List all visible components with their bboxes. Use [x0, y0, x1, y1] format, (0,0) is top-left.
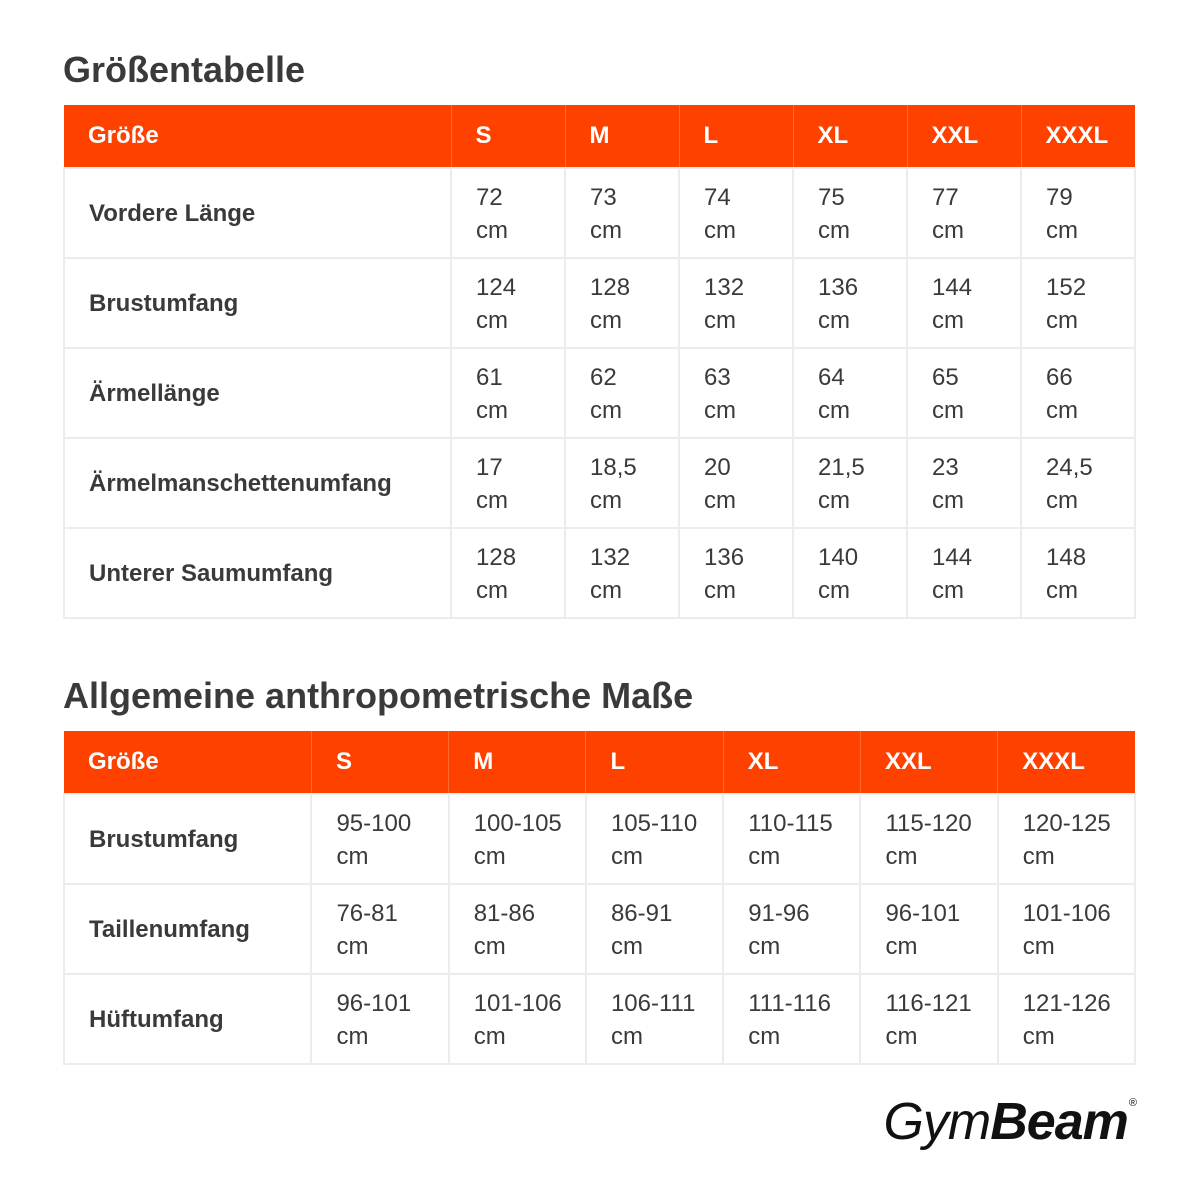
cell-unit: cm [336, 933, 369, 960]
cell-value: 100-105 [473, 810, 562, 837]
value-cell [311, 884, 448, 974]
cell-unit: cm [610, 933, 643, 960]
header-size-xxxl: XXXL [1021, 105, 1135, 168]
cell-value: 144 [932, 274, 973, 301]
cell-unit: cm [473, 933, 506, 960]
row-label: Taillenumfang [64, 884, 311, 974]
value-cell [565, 438, 679, 528]
cell-unit: cm [818, 307, 850, 334]
table-row [64, 438, 1135, 528]
cell-value: 73 [590, 184, 617, 211]
header-size-xxl: XXL [907, 105, 1021, 168]
cell-value: 121-126 [1022, 990, 1111, 1017]
row-label: Ärmelmanschettenumfang [64, 438, 451, 528]
cell-unit: cm [1046, 217, 1078, 244]
value-cell [1021, 348, 1135, 438]
logo-text-beam: Beam [990, 1093, 1128, 1151]
value-cell [449, 974, 586, 1064]
cell-value: 79 [1046, 184, 1073, 211]
table-row [64, 348, 1135, 438]
cell-unit: cm [336, 843, 369, 870]
value-cell [679, 168, 793, 258]
value-cell [723, 974, 860, 1064]
cell-value: 136 [818, 274, 859, 301]
cell-unit: cm [932, 577, 964, 604]
cell-value: 132 [704, 274, 745, 301]
cell-value: 95-100 [336, 810, 412, 837]
row-label: Hüftumfang [64, 974, 311, 1064]
value-cell [723, 794, 860, 884]
logo-text-gym: Gym [883, 1093, 991, 1151]
header-size-xl: XL [723, 731, 860, 794]
header-size-xl: XL [793, 105, 907, 168]
cell-unit: cm [932, 397, 964, 424]
cell-unit: cm [476, 577, 508, 604]
anthropometric-title: Allgemeine anthropometrische Maße [63, 675, 694, 716]
header-size-s: S [311, 731, 448, 794]
row-label: Unterer Saumumfang [64, 528, 451, 618]
table-row [64, 884, 1135, 974]
header-size-xxl: XXL [860, 731, 997, 794]
cell-unit: cm [590, 577, 622, 604]
value-cell [907, 168, 1021, 258]
cell-unit: cm [704, 487, 736, 514]
value-cell [998, 794, 1135, 884]
table-row [64, 794, 1135, 884]
cell-value: 101-106 [1022, 900, 1111, 927]
value-cell [586, 794, 723, 884]
cell-value: 96-101 [336, 990, 412, 1017]
value-cell [679, 438, 793, 528]
value-cell [451, 258, 565, 348]
cell-unit: cm [885, 843, 918, 870]
cell-value: 86-91 [610, 900, 673, 927]
cell-unit: cm [704, 217, 736, 244]
header-size-xxxl: XXXL [998, 731, 1135, 794]
cell-unit: cm [748, 933, 781, 960]
value-cell [793, 348, 907, 438]
header-row [64, 105, 1135, 168]
anthropometric-header [64, 731, 1135, 794]
value-cell [793, 258, 907, 348]
cell-value: 75 [818, 184, 845, 211]
anthropometric-body [64, 794, 1135, 1064]
cell-value: 148 [1046, 544, 1087, 571]
cell-unit: cm [932, 217, 964, 244]
value-cell [449, 884, 586, 974]
value-cell [451, 348, 565, 438]
row-label: Brustumfang [64, 794, 311, 884]
anthropometric-table [63, 731, 1136, 1065]
cell-unit: cm [818, 577, 850, 604]
cell-value: 128 [476, 544, 517, 571]
cell-unit: cm [476, 217, 508, 244]
cell-unit: cm [610, 1023, 643, 1050]
header-size-s: S [451, 105, 565, 168]
cell-value: 101-106 [473, 990, 562, 1017]
cell-value: 18,5 [590, 454, 637, 481]
cell-value: 23 [932, 454, 959, 481]
value-cell [451, 528, 565, 618]
value-cell [451, 438, 565, 528]
header-size-m: M [449, 731, 586, 794]
cell-value: 111-116 [748, 990, 831, 1017]
cell-value: 110-115 [748, 810, 833, 837]
cell-unit: cm [476, 307, 508, 334]
header-size-l: L [679, 105, 793, 168]
value-cell [586, 974, 723, 1064]
cell-unit: cm [818, 397, 850, 424]
table-row [64, 258, 1135, 348]
cell-value: 62 [590, 364, 617, 391]
value-cell [793, 168, 907, 258]
header-size-label: Größe [64, 731, 311, 794]
cell-unit: cm [704, 577, 736, 604]
value-cell [679, 528, 793, 618]
value-cell [723, 884, 860, 974]
value-cell [860, 974, 997, 1064]
size-chart-body [64, 168, 1135, 618]
value-cell [907, 438, 1021, 528]
cell-unit: cm [1022, 843, 1055, 870]
value-cell [1021, 528, 1135, 618]
value-cell [793, 528, 907, 618]
value-cell [1021, 438, 1135, 528]
value-cell [311, 974, 448, 1064]
cell-unit: cm [590, 487, 622, 514]
header-size-l: L [586, 731, 723, 794]
cell-value: 152 [1046, 274, 1087, 301]
cell-unit: cm [590, 397, 622, 424]
value-cell [311, 794, 448, 884]
cell-unit: cm [885, 933, 918, 960]
row-label: Ärmellänge [64, 348, 451, 438]
value-cell [793, 438, 907, 528]
cell-unit: cm [476, 487, 508, 514]
cell-unit: cm [1046, 307, 1078, 334]
size-chart-header [64, 105, 1135, 168]
cell-value: 66 [1046, 364, 1073, 391]
header-row [64, 731, 1135, 794]
cell-unit: cm [932, 487, 964, 514]
gymbeam-logo [883, 1093, 1136, 1151]
cell-unit: cm [748, 843, 781, 870]
cell-unit: cm [473, 843, 506, 870]
cell-value: 21,5 [818, 454, 865, 481]
cell-unit: cm [818, 217, 850, 244]
value-cell [679, 348, 793, 438]
cell-value: 81-86 [473, 900, 536, 927]
cell-value: 96-101 [885, 900, 961, 927]
cell-value: 64 [818, 364, 845, 391]
value-cell [679, 258, 793, 348]
cell-unit: cm [704, 397, 736, 424]
cell-value: 124 [476, 274, 517, 301]
cell-value: 120-125 [1022, 810, 1111, 837]
cell-unit: cm [476, 397, 508, 424]
table-row [64, 974, 1135, 1064]
value-cell [449, 794, 586, 884]
row-label: Brustumfang [64, 258, 451, 348]
cell-unit: cm [1022, 1023, 1055, 1050]
value-cell [907, 528, 1021, 618]
value-cell [998, 884, 1135, 974]
cell-value: 24,5 [1046, 454, 1093, 481]
cell-value: 144 [932, 544, 973, 571]
cell-value: 116-121 [885, 990, 972, 1017]
size-chart-table [63, 105, 1136, 619]
cell-value: 105-110 [610, 810, 698, 837]
table-row [64, 168, 1135, 258]
registered-mark: ® [1128, 1097, 1136, 1109]
value-cell [860, 794, 997, 884]
size-chart-title: Größentabelle [63, 49, 306, 90]
cell-unit: cm [473, 1023, 506, 1050]
value-cell [586, 884, 723, 974]
value-cell [565, 528, 679, 618]
cell-value: 140 [818, 544, 859, 571]
value-cell [998, 974, 1135, 1064]
cell-value: 128 [590, 274, 631, 301]
cell-value: 65 [932, 364, 959, 391]
header-size-label: Größe [64, 105, 451, 168]
cell-unit: cm [748, 1023, 781, 1050]
cell-value: 132 [590, 544, 631, 571]
value-cell [565, 348, 679, 438]
value-cell [907, 258, 1021, 348]
cell-unit: cm [704, 307, 736, 334]
cell-unit: cm [610, 843, 643, 870]
cell-value: 17 [476, 454, 503, 481]
cell-value: 77 [932, 184, 959, 211]
cell-value: 115-120 [885, 810, 972, 837]
value-cell [1021, 258, 1135, 348]
value-cell [451, 168, 565, 258]
value-cell [907, 348, 1021, 438]
cell-unit: cm [1046, 397, 1078, 424]
cell-unit: cm [818, 487, 850, 514]
cell-unit: cm [1046, 487, 1078, 514]
value-cell [860, 884, 997, 974]
cell-value: 106-111 [610, 990, 696, 1017]
cell-unit: cm [590, 217, 622, 244]
value-cell [565, 168, 679, 258]
cell-unit: cm [590, 307, 622, 334]
cell-unit: cm [885, 1023, 918, 1050]
header-size-m: M [565, 105, 679, 168]
cell-value: 63 [704, 364, 731, 391]
cell-value: 91-96 [748, 900, 810, 927]
cell-value: 136 [704, 544, 745, 571]
cell-unit: cm [932, 307, 964, 334]
value-cell [1021, 168, 1135, 258]
cell-value: 72 [476, 184, 503, 211]
cell-value: 76-81 [336, 900, 398, 927]
value-cell [565, 258, 679, 348]
cell-value: 61 [476, 364, 503, 391]
cell-unit: cm [1022, 933, 1055, 960]
cell-value: 74 [704, 184, 731, 211]
cell-value: 20 [704, 454, 731, 481]
cell-unit: cm [336, 1023, 369, 1050]
row-label: Vordere Länge [64, 168, 451, 258]
cell-unit: cm [1046, 577, 1078, 604]
table-row [64, 528, 1135, 618]
